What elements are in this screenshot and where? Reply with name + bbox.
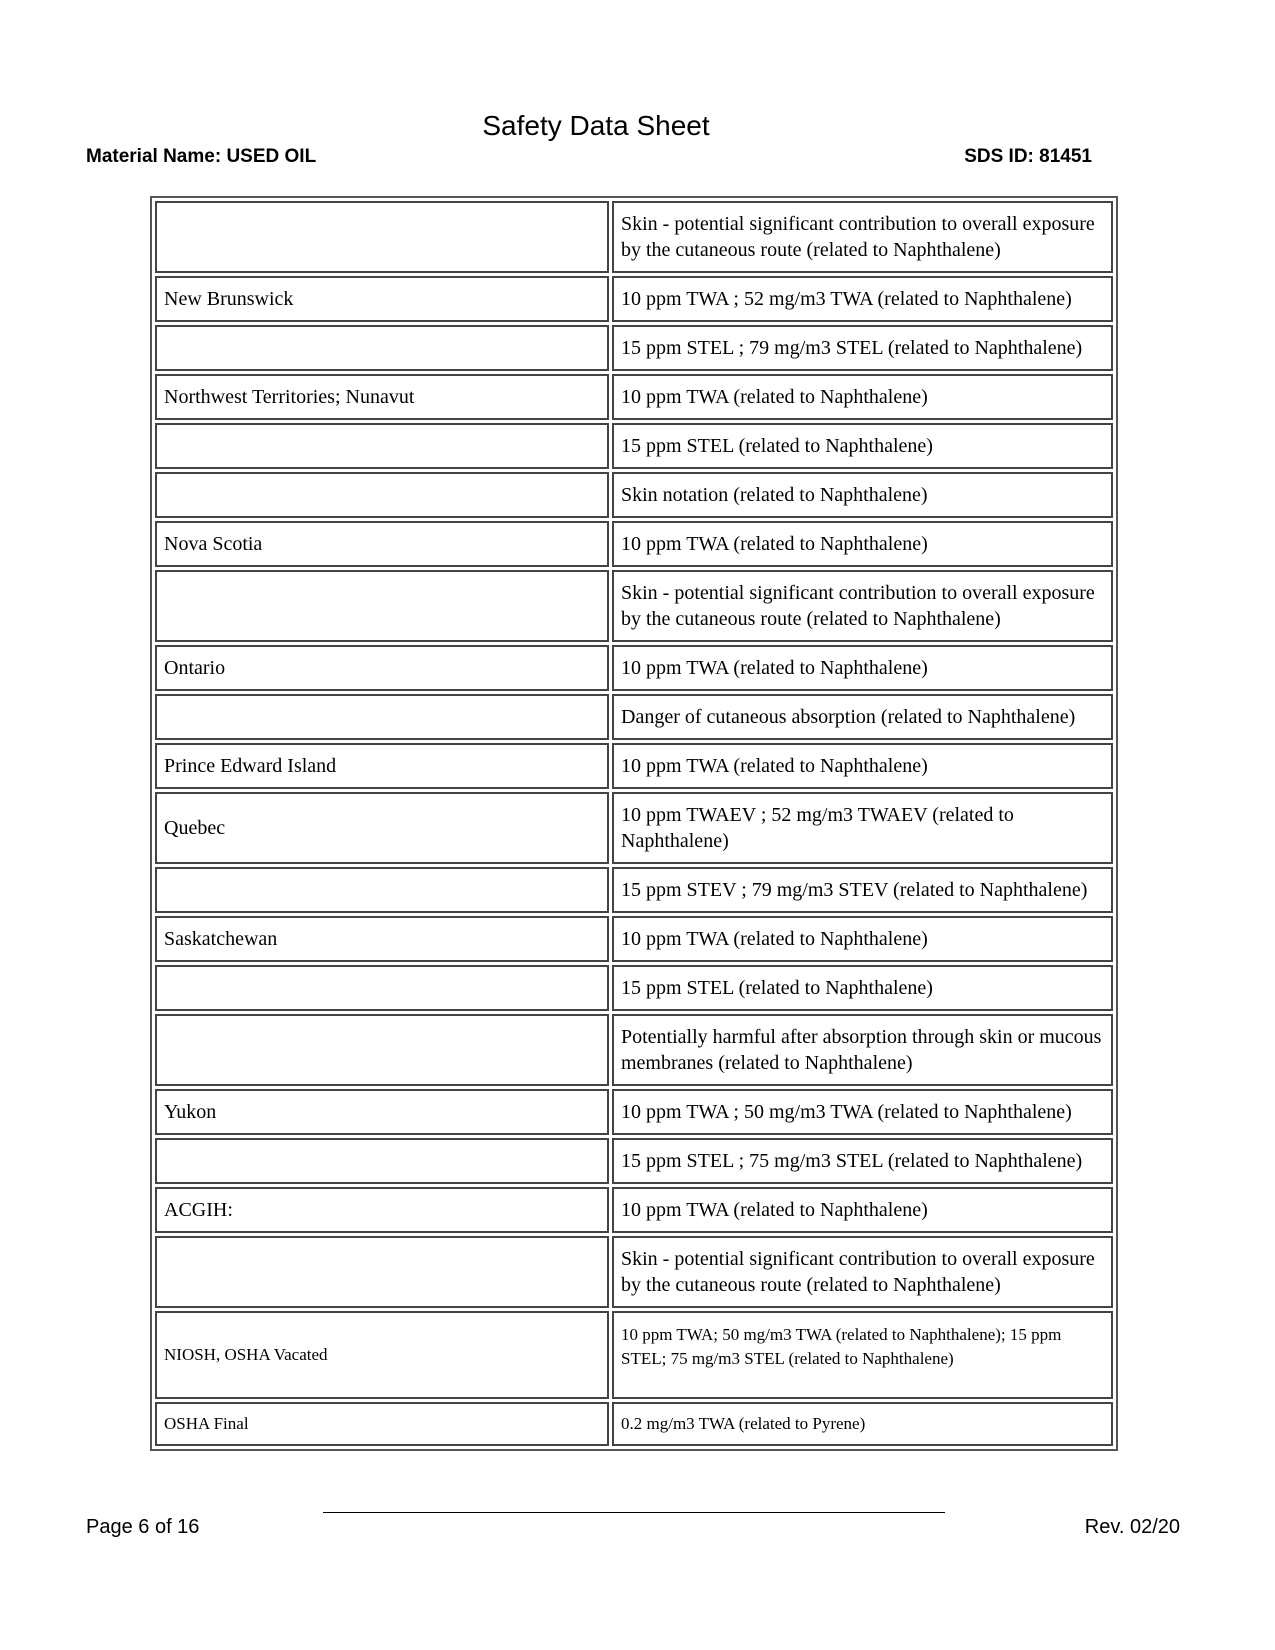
region-cell [155,472,609,518]
region-cell: Nova Scotia [155,521,609,567]
region-cell [155,325,609,371]
page-number: Page 6 of 16 [86,1516,200,1538]
sds-id: SDS ID: 81451 [964,146,1092,167]
region-cell: OSHA Final [155,1402,609,1446]
table-row [155,423,1113,469]
region-cell: Yukon [155,1089,609,1135]
exposure-limits-table [150,196,1118,1451]
limit-cell: 10 ppm TWA (related to Naphthalene) [612,743,1113,789]
region-cell: ACGIH: [155,1187,609,1233]
table-row [155,1014,1113,1086]
table-row [155,694,1113,740]
table-row [155,374,1113,420]
table-row [155,1089,1113,1135]
table-row [155,570,1113,642]
table-row [155,1138,1113,1184]
limit-cell: 10 ppm TWAEV ; 52 mg/m3 TWAEV (related to Naphthalene) [612,792,1113,864]
limit-cell: 10 ppm TWA (related to Naphthalene) [612,1187,1113,1233]
region-cell: Saskatchewan [155,916,609,962]
table-row [155,1236,1113,1308]
limit-cell: 15 ppm STEV ; 79 mg/m3 STEV (related to Naphthalene) [612,867,1113,913]
limit-cell: 0.2 mg/m3 TWA (related to Pyrene) [612,1402,1113,1446]
limit-cell: Potentially harmful after absorption through skin or mucous membranes (related to Naphthalene) [612,1014,1113,1086]
region-cell [155,867,609,913]
document-title: Safety Data Sheet [482,110,710,141]
table-row [155,916,1113,962]
table-row [155,1187,1113,1233]
table-row [155,472,1113,518]
limit-cell: 15 ppm STEL (related to Naphthalene) [612,965,1113,1011]
material-name: Material Name: USED OIL [86,146,317,167]
limit-cell: Skin - potential significant contribution to overall exposure by the cutaneous route (related to Naphthalene) [612,1236,1113,1308]
table-row [155,792,1113,864]
table-row [155,867,1113,913]
table-row [155,276,1113,322]
region-cell: NIOSH, OSHA Vacated [155,1311,609,1399]
region-cell: Quebec [155,792,609,864]
limit-cell: 10 ppm TWA ; 50 mg/m3 TWA (related to Naphthalene) [612,1089,1113,1135]
limit-cell: 15 ppm STEL ; 75 mg/m3 STEL (related to Naphthalene) [612,1138,1113,1184]
table-row [155,645,1113,691]
table-row [155,325,1113,371]
limit-cell: 10 ppm TWA (related to Naphthalene) [612,916,1113,962]
region-cell [155,423,609,469]
footer-divider [323,1512,945,1513]
region-cell [155,1236,609,1308]
table-row [155,201,1113,273]
limit-cell: 10 ppm TWA (related to Naphthalene) [612,374,1113,420]
region-cell: New Brunswick [155,276,609,322]
table-row [155,521,1113,567]
limit-cell: 10 ppm TWA; 50 mg/m3 TWA (related to Naphthalene); 15 ppm STEL; 75 mg/m3 STEL (related to Naphthalene) [612,1311,1113,1399]
limit-cell: 10 ppm TWA (related to Naphthalene) [612,645,1113,691]
limit-cell: Skin notation (related to Naphthalene) [612,472,1113,518]
region-cell [155,1014,609,1086]
limit-cell: 10 ppm TWA (related to Naphthalene) [612,521,1113,567]
table-row [155,743,1113,789]
region-cell [155,965,609,1011]
region-cell [155,570,609,642]
region-cell: Northwest Territories; Nunavut [155,374,609,420]
region-cell: Prince Edward Island [155,743,609,789]
region-cell [155,694,609,740]
region-cell [155,201,609,273]
limit-cell: 15 ppm STEL (related to Naphthalene) [612,423,1113,469]
table-row [155,965,1113,1011]
limit-cell: 10 ppm TWA ; 52 mg/m3 TWA (related to Naphthalene) [612,276,1113,322]
limit-cell: Skin - potential significant contribution to overall exposure by the cutaneous route (related to Naphthalene) [612,201,1113,273]
limit-cell: 15 ppm STEL ; 79 mg/m3 STEL (related to Naphthalene) [612,325,1113,371]
region-cell: Ontario [155,645,609,691]
table-row [155,1311,1113,1399]
limit-cell: Skin - potential significant contribution to overall exposure by the cutaneous route (related to Naphthalene) [612,570,1113,642]
revision-date: Rev. 02/20 [1084,1516,1180,1538]
region-cell [155,1138,609,1184]
table-row [155,1402,1113,1446]
limit-cell: Danger of cutaneous absorption (related to Naphthalene) [612,694,1113,740]
